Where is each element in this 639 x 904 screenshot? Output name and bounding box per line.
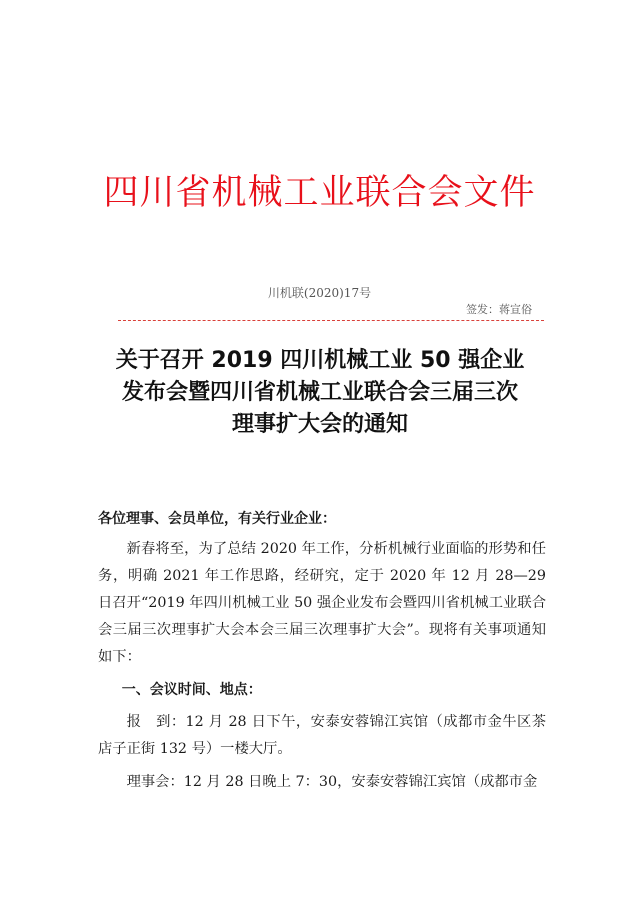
document-masthead: 四川省机械工业联合会文件 xyxy=(103,173,536,213)
notice-title-line-2: 发布会暨四川省机械工业联合会三届三次 xyxy=(121,380,518,405)
notice-title xyxy=(90,345,550,441)
document-number: 川机联(2020)17号 xyxy=(267,286,372,300)
registration-paragraph: 报 到：12 月 28 日下午，安泰安蓉锦江宾馆（成都市金牛区茶店子正街 132 号）一楼大厅。 xyxy=(98,714,546,757)
notice-body xyxy=(98,506,546,802)
notice-title-line-3: 理事扩大会的通知 xyxy=(231,412,408,437)
red-separator-rule xyxy=(118,320,544,321)
notice-title-line-1: 关于召开 2019 四川机械工业 50 强企业 xyxy=(115,348,525,373)
signer-line: 签发：蒋宣俗 xyxy=(466,303,532,316)
council-meeting-paragraph: 理事会：12 月 28 日晚上 7：30，安泰安蓉锦江宾馆（成都市金 xyxy=(126,774,538,790)
salutation: 各位理事、会员单位，有关行业企业： xyxy=(98,511,336,527)
intro-paragraph: 新春将至，为了总结 2020 年工作，分析机械行业面临的形势和任务，明确 2021 年工作思路，经研究，定于 2020 年 12 月 28—29 日召开“2019 年四川机械工业 50 强企业发布会暨四川省机械工业联合会三届三次理事扩大会本会三届三次理事扩大会”。现将有关事项通知如下： xyxy=(98,541,546,665)
section-heading-time-place: 一、会议时间、地点： xyxy=(121,682,262,698)
